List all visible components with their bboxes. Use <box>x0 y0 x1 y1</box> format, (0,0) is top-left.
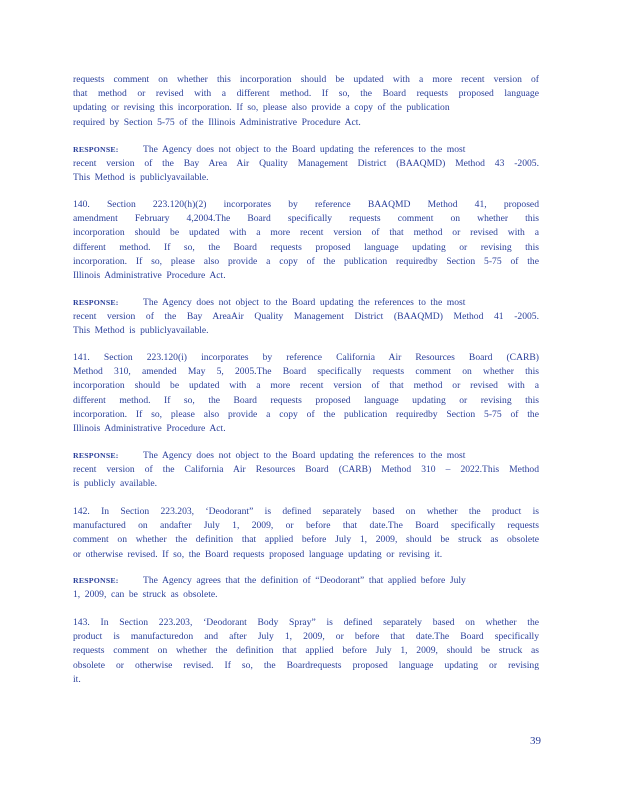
paragraph-141 <box>73 351 539 436</box>
text-segment: The Agency does not object to the Board updating the references to the most <box>143 144 466 155</box>
text-line <box>73 143 539 157</box>
text-line: This Method is publiclyavailable. <box>73 172 209 184</box>
text-line: This Method is publiclyavailable. <box>73 325 209 337</box>
paragraph-143 <box>73 616 539 687</box>
response-label: RESPONSE: <box>73 576 119 585</box>
text-line: 1, 2009, can be struck as obsolete. <box>73 589 218 601</box>
page-number: 39 <box>530 735 541 747</box>
text-line <box>73 574 539 588</box>
text-line: obsolete or otherwise revised. If so, the Boardrequests proposed language updating or revising <box>73 659 539 671</box>
text-line: recent version of the Bay Area Air Quality Management District (BAAQMD) Method 43 -2005. <box>73 158 539 170</box>
text-line <box>73 296 539 310</box>
text-line: manufactured on andafter July 1, 2009, or before that date.The Board specifically requests <box>73 520 539 532</box>
text-line <box>73 449 539 463</box>
response-141 <box>73 449 539 492</box>
text-segment: The Agency does not object to the Board updating the references to the most <box>143 450 466 461</box>
text-line: Illinois Administrative Procedure Act. <box>73 270 226 282</box>
text-line: that method or revised with a different method. If so, the Board requests proposed language <box>73 88 539 100</box>
text-segment: The Agency does not object to the Board updating the references to the most <box>143 297 466 308</box>
text-line: updating or revising this incorporation. If so, please also provide a copy of the publication <box>73 102 450 114</box>
text-line: product is manufacturedon and after July 1, 2009, or before that date.The Board specifically <box>73 631 539 643</box>
paragraph-140 <box>73 198 539 283</box>
text-line: is publicly available. <box>73 478 158 490</box>
text-line: or otherwise revised. If so, the Board requests proposed language updating or revising it. <box>73 548 443 560</box>
text-line: requests comment on whether the definition that applied before July 1, 2009, should be struck as <box>73 645 539 657</box>
text-line: 142. In Section 223.203, ‘Deodorant” is defined separately based on whether the product is <box>73 506 539 517</box>
text-segment: The Agency agrees that the definition of “Deodorant” that applied before July <box>143 575 466 586</box>
text-line: comment on whether the definition that applied before July 1, 2009, should be struck as obsolete <box>73 534 539 546</box>
response-140 <box>73 296 539 339</box>
text-line: incorporation should be updated with a more recent version of that method or revised with a <box>73 380 539 392</box>
text-line: 141. Section 223.120(i) incorporates by reference California Air Resources Board (CARB) <box>73 352 539 363</box>
text-line: required by Section 5-75 of the Illinois Administrative Procedure Act. <box>73 116 361 128</box>
text-line: incorporation. If so, please also provide a copy of the publication requiredby Section 5-75 of the <box>73 255 539 267</box>
text-line: 140. Section 223.120(h)(2) incorporates by reference BAAQMD Method 41, proposed <box>73 199 539 210</box>
text-line: incorporation. If so, please also provide a copy of the publication requiredby Section 5-75 of the <box>73 408 539 420</box>
response-label: RESPONSE: <box>73 451 119 460</box>
response-label: RESPONSE: <box>73 298 119 307</box>
response-label: RESPONSE: <box>73 145 119 154</box>
text-line: recent version of the California Air Resources Board (CARB) Method 310 – 2022.This Method <box>73 464 539 476</box>
text-line: different method. If so, the Board requests proposed language updating or revising this <box>73 394 539 406</box>
text-line: incorporation should be updated with a more recent version of that method or revised with a <box>73 227 539 239</box>
text-line: amendment February 4,2004.The Board specifically requests comment on whether this <box>73 213 539 225</box>
text-line: Illinois Administrative Procedure Act. <box>73 423 226 435</box>
paragraph-142 <box>73 505 539 562</box>
paragraph-139-continued <box>73 73 539 130</box>
text-line: Method 310, amended May 5, 2005.The Board specifically requests comment on whether this <box>73 366 539 378</box>
text-line: recent version of the Bay AreaAir Quality Management District (BAAQMD) Method 41 -2005. <box>73 311 539 323</box>
text-line: requests comment on whether this incorporation should be updated with a more recent version of <box>73 74 539 85</box>
text-line: 143. In Section 223.203, ‘Deodorant Body Spray” is defined separately based on whether the <box>73 617 539 628</box>
text-line: it. <box>73 673 81 685</box>
response-139 <box>73 143 539 186</box>
text-line: different method. If so, the Board requests proposed language updating or revising this <box>73 241 539 253</box>
response-142 <box>73 574 539 602</box>
